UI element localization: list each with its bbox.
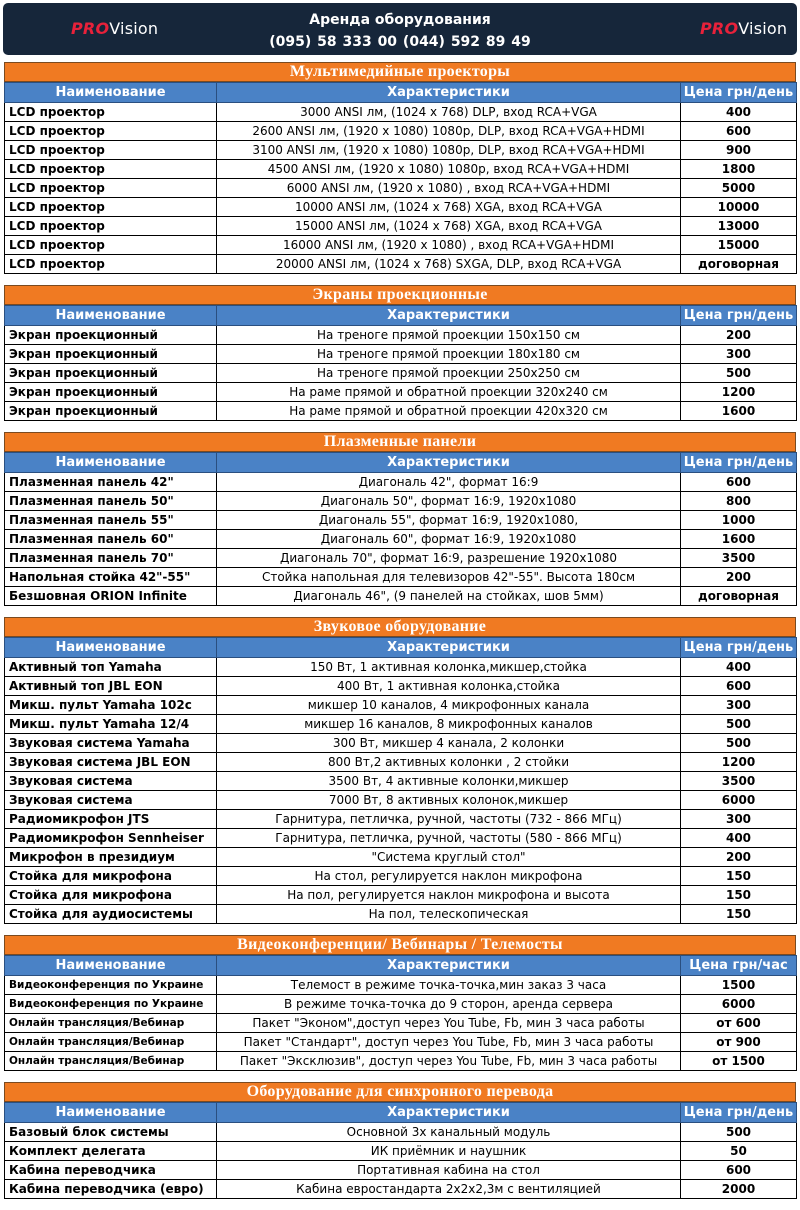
item-specs: 300 Вт, микшер 4 канала, 2 колонки	[217, 734, 681, 753]
table-row	[5, 198, 797, 217]
item-name: Базовый блок системы	[5, 1123, 217, 1142]
table-row	[5, 734, 797, 753]
price-section	[4, 285, 796, 421]
price-sections	[4, 62, 796, 1210]
price-section	[4, 1082, 796, 1199]
table-row	[5, 511, 797, 530]
item-price: 2000	[681, 1180, 797, 1199]
item-specs: 150 Вт, 1 активная колонка,микшер,стойка	[217, 658, 681, 677]
column-header-specs: Характеристики	[217, 83, 681, 103]
table-row	[5, 255, 797, 274]
item-specs: На стол, регулируется наклон микрофона	[217, 867, 681, 886]
item-name: Экран проекционный	[5, 402, 217, 421]
price-section	[4, 432, 796, 606]
item-name: LCD проектор	[5, 217, 217, 236]
item-price: 13000	[681, 217, 797, 236]
item-name: LCD проектор	[5, 255, 217, 274]
header-phones: (095) 58 333 00 (044) 592 89 49	[269, 34, 531, 50]
item-name: Звуковая система	[5, 772, 217, 791]
table-row	[5, 1033, 797, 1052]
item-specs: Гарнитура, петличка, ручной, частоты (732 - 866 МГц)	[217, 810, 681, 829]
item-name: Активный топ Yamaha	[5, 658, 217, 677]
item-name: Плазменная панель 60"	[5, 530, 217, 549]
item-price: 1500	[681, 976, 797, 995]
table-row	[5, 568, 797, 587]
item-price: 600	[681, 1161, 797, 1180]
item-price: 15000	[681, 236, 797, 255]
item-name: Экран проекционный	[5, 345, 217, 364]
item-price: 3500	[681, 772, 797, 791]
item-price: 150	[681, 886, 797, 905]
item-price: 300	[681, 696, 797, 715]
item-specs: Гарнитура, петличка, ручной, частоты (580 - 866 МГц)	[217, 829, 681, 848]
item-name: Онлайн трансляция/Вебинар	[5, 1052, 217, 1071]
column-header-specs: Характеристики	[217, 1103, 681, 1123]
item-name: Звуковая система JBL EON	[5, 753, 217, 772]
item-name: Экран проекционный	[5, 326, 217, 345]
item-specs: Диагональ 50", формат 16:9, 1920x1080	[217, 492, 681, 511]
item-specs: 400 Вт, 1 активная колонка,стойка	[217, 677, 681, 696]
item-name: Видеоконференция по Украине	[5, 976, 217, 995]
item-specs: На пол, телескопическая	[217, 905, 681, 924]
item-name: Напольная стойка 42"-55"	[5, 568, 217, 587]
item-specs: Диагональ 42", формат 16:9	[217, 473, 681, 492]
item-price: 6000	[681, 995, 797, 1014]
item-specs: На раме прямой и обратной проекции 420x320 см	[217, 402, 681, 421]
item-price: 6000	[681, 791, 797, 810]
column-header-specs: Характеристики	[217, 956, 681, 976]
table-row	[5, 696, 797, 715]
item-name: Кабина переводчика (евро)	[5, 1180, 217, 1199]
item-name: Плазменная панель 50"	[5, 492, 217, 511]
item-specs: Основной 3х канальный модуль	[217, 1123, 681, 1142]
column-header-specs: Характеристики	[217, 453, 681, 473]
item-specs: 3000 ANSI лм, (1024 x 768) DLP, вход RCA+VGA	[217, 103, 681, 122]
table-row	[5, 492, 797, 511]
item-price: от 600	[681, 1014, 797, 1033]
item-price: 150	[681, 867, 797, 886]
table-row	[5, 905, 797, 924]
item-price: 500	[681, 1123, 797, 1142]
item-specs: Диагональ 46", (9 панелей на стойках, шов 5мм)	[217, 587, 681, 606]
item-specs: 3500 Вт, 4 активные колонки,микшер	[217, 772, 681, 791]
item-name: Плазменная панель 42"	[5, 473, 217, 492]
column-header-price: Цена грн/день	[681, 1103, 797, 1123]
item-specs: Стойка напольная для телевизоров 42"-55". Высота 180см	[217, 568, 681, 587]
column-header-price: Цена грн/день	[681, 306, 797, 326]
table-row	[5, 122, 797, 141]
item-name: Микрофон в президиум	[5, 848, 217, 867]
item-price: 1200	[681, 383, 797, 402]
price-table	[4, 82, 797, 274]
item-specs: 3100 ANSI лм, (1920 x 1080) 1080p, DLP, вход RCA+VGA+HDMI	[217, 141, 681, 160]
table-row	[5, 715, 797, 734]
item-name: LCD проектор	[5, 141, 217, 160]
item-price: договорная	[681, 587, 797, 606]
item-price: 3500	[681, 549, 797, 568]
header-title: Аренда оборудования	[309, 12, 491, 28]
item-price: 10000	[681, 198, 797, 217]
item-name: Звуковая система	[5, 791, 217, 810]
item-name: Безшовная ORION Infinite	[5, 587, 217, 606]
item-name: Плазменная панель 70"	[5, 549, 217, 568]
item-price: 600	[681, 122, 797, 141]
item-specs: Кабина евростандарта 2х2х2,3м с вентиляцией	[217, 1180, 681, 1199]
item-name: Экран проекционный	[5, 383, 217, 402]
table-row	[5, 326, 797, 345]
item-specs: 2600 ANSI лм, (1920 x 1080) 1080p, DLP, вход RCA+VGA+HDMI	[217, 122, 681, 141]
item-price: 200	[681, 326, 797, 345]
page-header	[3, 3, 797, 55]
item-name: LCD проектор	[5, 198, 217, 217]
table-row	[5, 530, 797, 549]
item-name: Звуковая система Yamaha	[5, 734, 217, 753]
item-price: 300	[681, 345, 797, 364]
item-name: Онлайн трансляция/Вебинар	[5, 1033, 217, 1052]
table-row	[5, 473, 797, 492]
item-price: 1200	[681, 753, 797, 772]
item-name: LCD проектор	[5, 179, 217, 198]
table-row	[5, 995, 797, 1014]
item-price: от 900	[681, 1033, 797, 1052]
item-price: 600	[681, 473, 797, 492]
item-specs: 6000 ANSI лм, (1920 x 1080) , вход RCA+VGA+HDMI	[217, 179, 681, 198]
item-specs: На треноге прямой проекции 180x180 см	[217, 345, 681, 364]
price-section	[4, 62, 796, 274]
item-specs: 16000 ANSI лм, (1920 x 1080) , вход RCA+VGA+HDMI	[217, 236, 681, 255]
item-price: 300	[681, 810, 797, 829]
item-price: 200	[681, 848, 797, 867]
item-specs: 7000 Вт, 8 активных колонок,микшер	[217, 791, 681, 810]
item-specs: микшер 16 каналов, 8 микрофонных каналов	[217, 715, 681, 734]
price-table	[4, 305, 797, 421]
price-table	[4, 452, 797, 606]
table-row	[5, 345, 797, 364]
item-name: LCD проектор	[5, 122, 217, 141]
item-specs: "Система круглый стол"	[217, 848, 681, 867]
item-name: Стойка для микрофона	[5, 867, 217, 886]
table-header-row	[5, 956, 797, 976]
table-row	[5, 753, 797, 772]
item-price: 150	[681, 905, 797, 924]
item-name: LCD проектор	[5, 236, 217, 255]
table-row	[5, 829, 797, 848]
price-table	[4, 955, 797, 1071]
table-row	[5, 179, 797, 198]
item-specs: В режиме точка-точка до 9 сторон, аренда сервера	[217, 995, 681, 1014]
section-title: Звуковое оборудование	[4, 617, 796, 637]
item-specs: ИК приёмник и наушник	[217, 1142, 681, 1161]
column-header-name: Наименование	[5, 453, 217, 473]
item-price: 1600	[681, 530, 797, 549]
table-header-row	[5, 453, 797, 473]
table-row	[5, 772, 797, 791]
item-price: 400	[681, 103, 797, 122]
table-row	[5, 160, 797, 179]
table-row	[5, 217, 797, 236]
table-row	[5, 402, 797, 421]
item-price: 500	[681, 715, 797, 734]
item-price: 50	[681, 1142, 797, 1161]
item-specs: На пол, регулируется наклон микрофона и высота	[217, 886, 681, 905]
item-price: от 1500	[681, 1052, 797, 1071]
item-specs: Пакет "Стандарт", доступ через You Tube, Fb, мин 3 часа работы	[217, 1033, 681, 1052]
table-row	[5, 549, 797, 568]
item-specs: 15000 ANSI лм, (1024 x 768) XGA, вход RCA+VGA	[217, 217, 681, 236]
table-row	[5, 141, 797, 160]
item-specs: микшер 10 каналов, 4 микрофонных канала	[217, 696, 681, 715]
column-header-name: Наименование	[5, 83, 217, 103]
item-price: 1600	[681, 402, 797, 421]
section-title: Оборудование для синхронного перевода	[4, 1082, 796, 1102]
item-name: LCD проектор	[5, 103, 217, 122]
item-name: Стойка для микрофона	[5, 886, 217, 905]
item-specs: Пакет "Эконом",доступ через You Tube, Fb, мин 3 часа работы	[217, 1014, 681, 1033]
item-name: Плазменная панель 55"	[5, 511, 217, 530]
item-specs: Портативная кабина на стол	[217, 1161, 681, 1180]
table-row	[5, 364, 797, 383]
section-title: Плазменные панели	[4, 432, 796, 452]
item-name: Кабина переводчика	[5, 1161, 217, 1180]
item-price: 400	[681, 658, 797, 677]
item-specs: Диагональ 60", формат 16:9, 1920x1080	[217, 530, 681, 549]
item-name: Онлайн трансляция/Вебинар	[5, 1014, 217, 1033]
item-specs: Диагональ 70", формат 16:9, разрешение 1920x1080	[217, 549, 681, 568]
column-header-name: Наименование	[5, 638, 217, 658]
table-row	[5, 1142, 797, 1161]
item-price: 600	[681, 677, 797, 696]
table-row	[5, 1161, 797, 1180]
column-header-name: Наименование	[5, 956, 217, 976]
column-header-price: Цена грн/час	[681, 956, 797, 976]
item-price: 1800	[681, 160, 797, 179]
table-row	[5, 1123, 797, 1142]
table-row	[5, 587, 797, 606]
item-specs: 800 Вт,2 активных колонки , 2 стойки	[217, 753, 681, 772]
column-header-specs: Характеристики	[217, 638, 681, 658]
item-specs: 10000 ANSI лм, (1024 x 768) XGA, вход RCA+VGA	[217, 198, 681, 217]
section-title: Экраны проекционные	[4, 285, 796, 305]
item-price: 500	[681, 364, 797, 383]
column-header-price: Цена грн/день	[681, 83, 797, 103]
table-header-row	[5, 306, 797, 326]
item-name: Комплект делегата	[5, 1142, 217, 1161]
column-header-name: Наименование	[5, 306, 217, 326]
item-specs: Диагональ 55", формат 16:9, 1920x1080,	[217, 511, 681, 530]
provision-logo-left: PROVision	[71, 19, 159, 38]
price-section	[4, 617, 796, 924]
item-name: LCD проектор	[5, 160, 217, 179]
column-header-price: Цена грн/день	[681, 453, 797, 473]
table-row	[5, 810, 797, 829]
column-header-price: Цена грн/день	[681, 638, 797, 658]
item-name: Экран проекционный	[5, 364, 217, 383]
table-row	[5, 103, 797, 122]
item-price: 5000	[681, 179, 797, 198]
item-specs: На треноге прямой проекции 250x250 см	[217, 364, 681, 383]
item-name: Активный топ JBL EON	[5, 677, 217, 696]
table-row	[5, 1180, 797, 1199]
item-price: 200	[681, 568, 797, 587]
price-table	[4, 637, 797, 924]
section-title: Видеоконференции/ Вебинары / Телемосты	[4, 935, 796, 955]
item-specs: Телемост в режиме точка-точка,мин заказ 3 часа	[217, 976, 681, 995]
table-row	[5, 236, 797, 255]
section-title: Мультимедийные проекторы	[4, 62, 796, 82]
item-price: 400	[681, 829, 797, 848]
item-price: 900	[681, 141, 797, 160]
item-price: 500	[681, 734, 797, 753]
item-specs: 4500 ANSI лм, (1920 x 1080) 1080p, вход RCA+VGA+HDMI	[217, 160, 681, 179]
provision-logo-right: PROVision	[700, 19, 788, 38]
item-price: 800	[681, 492, 797, 511]
table-header-row	[5, 638, 797, 658]
item-name: Радиомикрофон JTS	[5, 810, 217, 829]
table-header-row	[5, 83, 797, 103]
item-name: Микш. пульт Yamaha 102c	[5, 696, 217, 715]
price-table	[4, 1102, 797, 1199]
item-name: Радиомикрофон Sennheiser	[5, 829, 217, 848]
table-row	[5, 848, 797, 867]
item-specs: 20000 ANSI лм, (1024 x 768) SXGA, DLP, вход RCA+VGA	[217, 255, 681, 274]
item-name: Стойка для аудиосистемы	[5, 905, 217, 924]
table-row	[5, 677, 797, 696]
item-name: Видеоконференция по Украине	[5, 995, 217, 1014]
table-row	[5, 867, 797, 886]
item-name: Микш. пульт Yamaha 12/4	[5, 715, 217, 734]
price-section	[4, 935, 796, 1071]
table-row	[5, 658, 797, 677]
table-row	[5, 1014, 797, 1033]
table-row	[5, 383, 797, 402]
item-specs: Пакет "Эксклюзив", доступ через You Tube, Fb, мин 3 часа работы	[217, 1052, 681, 1071]
table-row	[5, 976, 797, 995]
table-row	[5, 1052, 797, 1071]
table-row	[5, 791, 797, 810]
column-header-name: Наименование	[5, 1103, 217, 1123]
table-header-row	[5, 1103, 797, 1123]
item-price: договорная	[681, 255, 797, 274]
table-row	[5, 886, 797, 905]
item-specs: На раме прямой и обратной проекции 320x240 см	[217, 383, 681, 402]
column-header-specs: Характеристики	[217, 306, 681, 326]
item-price: 1000	[681, 511, 797, 530]
item-specs: На треноге прямой проекции 150x150 см	[217, 326, 681, 345]
